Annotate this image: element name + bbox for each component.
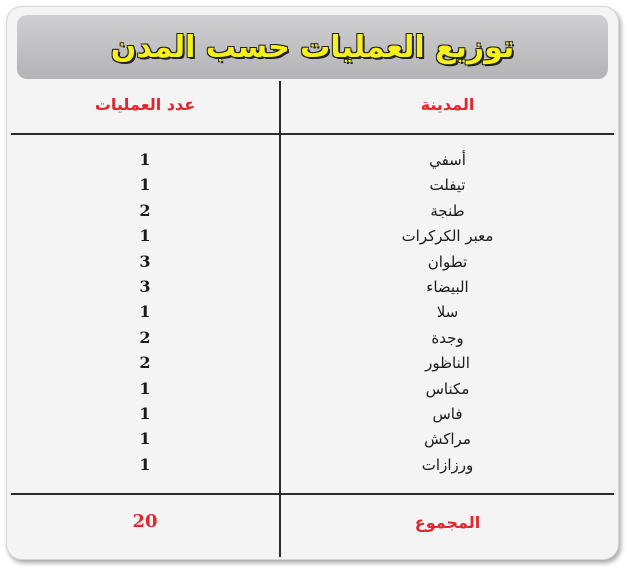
table-title: توزيع العمليات حسب المدن	[110, 29, 515, 65]
city-cell: أسفي	[429, 151, 466, 169]
footer-divider	[11, 493, 614, 495]
city-cell: مراكش	[424, 430, 471, 449]
table-row	[7, 301, 618, 326]
count-cell: 1	[139, 150, 151, 169]
count-cell: 1	[139, 378, 151, 398]
city-cell: مكناس	[425, 379, 470, 398]
table-row	[7, 149, 618, 174]
count-cell: 1	[139, 403, 151, 423]
header-city: المدينة	[420, 95, 475, 114]
table-row	[7, 352, 618, 377]
title-banner	[17, 15, 608, 79]
city-cell: فاس	[432, 404, 463, 423]
table-row	[7, 174, 618, 199]
city-cell: معبر الكركرات	[401, 227, 494, 246]
header-divider	[11, 133, 614, 135]
city-cell: وجدة	[431, 328, 464, 347]
city-cell: تيفلت	[429, 176, 466, 195]
count-cell: 1	[139, 302, 151, 322]
table-row	[7, 428, 618, 453]
table-row	[7, 454, 618, 479]
total-label: المجموع	[414, 513, 481, 532]
count-cell: 2	[139, 353, 151, 373]
count-cell: 1	[139, 454, 151, 474]
table-card	[6, 6, 619, 560]
city-cell: الناظور	[425, 354, 470, 373]
count-cell: 3	[139, 251, 151, 271]
city-cell: ورزازات	[421, 455, 474, 474]
count-cell: 1	[139, 226, 151, 246]
count-cell: 1	[139, 175, 151, 195]
table-row	[7, 200, 618, 225]
table-body	[7, 149, 618, 479]
header-count: عدد العمليات	[94, 95, 196, 114]
count-cell: 3	[139, 276, 151, 296]
city-cell: البيضاء	[426, 277, 469, 296]
city-cell: طنجة	[430, 201, 465, 220]
city-cell: تطوان	[427, 252, 468, 271]
count-cell: 1	[139, 429, 151, 449]
table-row	[7, 276, 618, 301]
city-cell: سلا	[436, 303, 459, 322]
table-row	[7, 225, 618, 250]
table-row	[7, 251, 618, 276]
total-value: 20	[132, 511, 158, 532]
table-row	[7, 403, 618, 428]
count-cell: 2	[139, 200, 151, 220]
count-cell: 2	[139, 327, 151, 347]
table-row	[7, 327, 618, 352]
table-row	[7, 378, 618, 403]
